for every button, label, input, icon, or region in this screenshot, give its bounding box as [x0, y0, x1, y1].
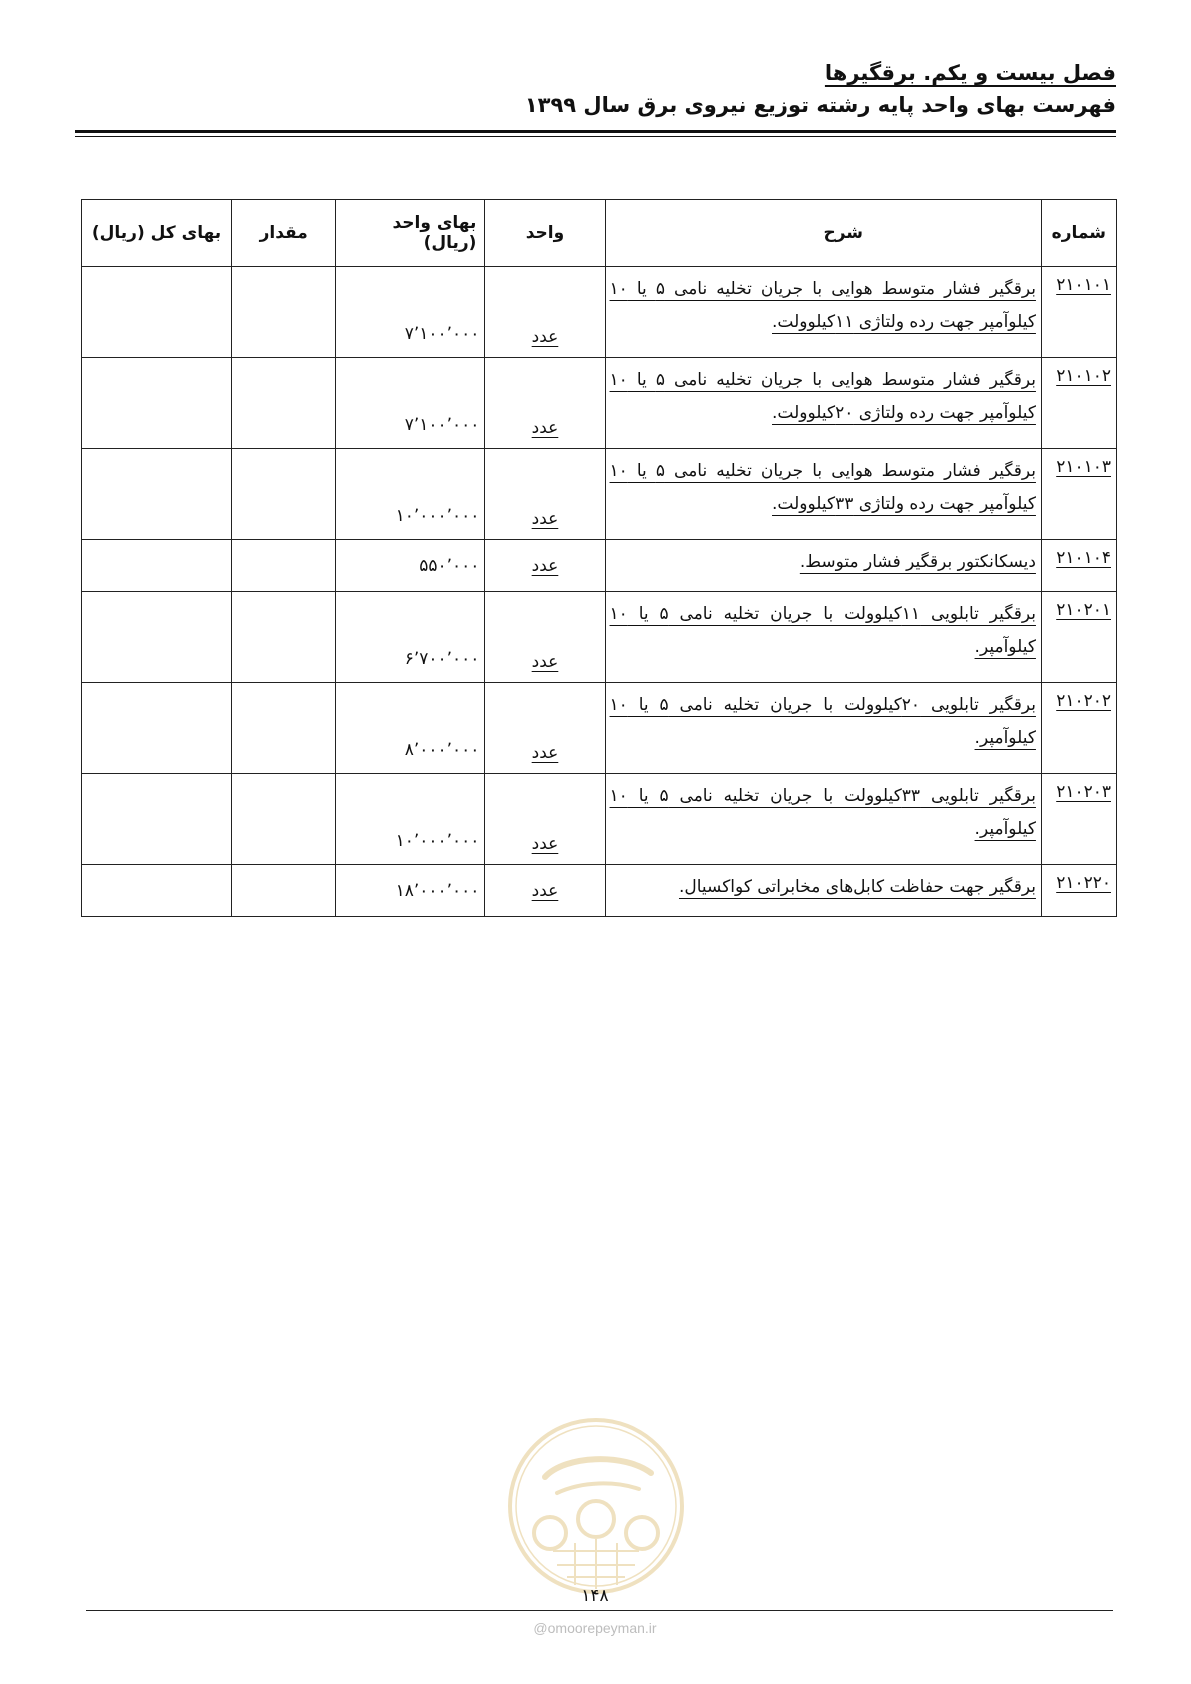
row-total-price[interactable] [82, 683, 232, 774]
row-unit-cell [485, 865, 605, 917]
row-description: برقگیر فشار متوسط هوایی با جریان تخلیه نامی ۵ یا ۱۰ کیلوآمپر جهت رده ولتاژی ۲۰کیلوولت. [609, 370, 1036, 423]
row-unit-price: ۷٬۱۰۰٬۰۰۰ [336, 358, 485, 449]
table-row [82, 774, 1117, 865]
row-total-price[interactable] [82, 865, 232, 917]
price-table [81, 199, 1117, 917]
row-description-cell [605, 592, 1041, 683]
table-header-row [82, 200, 1117, 267]
row-unit: عدد [531, 834, 559, 854]
row-description: برقگیر تابلویی ۲۰کیلوولت با جریان تخلیه نامی ۵ یا ۱۰ کیلوآمپر. [609, 695, 1036, 748]
row-number: ۲۱۰۲۲۰ [1056, 873, 1111, 893]
row-quantity[interactable] [232, 358, 336, 449]
row-number-cell [1041, 358, 1116, 449]
header-rule-thick [75, 130, 1116, 133]
row-unit: عدد [531, 555, 559, 576]
row-number-cell [1041, 774, 1116, 865]
row-number: ۲۱۰۲۰۳ [1056, 782, 1111, 802]
row-description-cell [605, 358, 1041, 449]
row-number-cell [1041, 683, 1116, 774]
row-unit-price: ۱۸٬۰۰۰٬۰۰۰ [336, 865, 485, 917]
row-unit: عدد [531, 509, 559, 529]
row-quantity[interactable] [232, 449, 336, 540]
row-unit: عدد [531, 652, 559, 672]
row-unit-cell [485, 592, 605, 683]
row-number: ۲۱۰۱۰۲ [1056, 366, 1111, 386]
row-unit-price: ۱۰٬۰۰۰٬۰۰۰ [336, 774, 485, 865]
row-unit-price: ۵۵۰٬۰۰۰ [336, 540, 485, 592]
row-quantity[interactable] [232, 683, 336, 774]
footer-rule [86, 1610, 1113, 1611]
table-row [82, 358, 1117, 449]
row-unit-cell [485, 540, 605, 592]
row-description-cell [605, 865, 1041, 917]
row-unit-cell [485, 449, 605, 540]
row-description-cell [605, 267, 1041, 358]
row-unit-cell [485, 774, 605, 865]
row-total-price[interactable] [82, 449, 232, 540]
column-header-number: شماره [1041, 200, 1116, 267]
row-description: برقگیر تابلویی ۱۱کیلوولت با جریان تخلیه نامی ۵ یا ۱۰ کیلوآمپر. [609, 604, 1036, 657]
column-header-total-price: بهای کل (ریال) [82, 200, 232, 267]
column-header-quantity: مقدار [232, 200, 336, 267]
row-number-cell [1041, 267, 1116, 358]
row-total-price[interactable] [82, 358, 232, 449]
header-rule-thin [75, 136, 1116, 137]
row-total-price[interactable] [82, 592, 232, 683]
row-unit-cell [485, 683, 605, 774]
row-description: برقگیر جهت حفاظت کابل‌های مخابراتی کواکسیال. [678, 877, 1036, 897]
row-quantity[interactable] [232, 865, 336, 917]
table-row [82, 592, 1117, 683]
row-description: برقگیر فشار متوسط هوایی با جریان تخلیه نامی ۵ یا ۱۰ کیلوآمپر جهت رده ولتاژی ۳۳کیلوولت. [609, 461, 1036, 514]
row-total-price[interactable] [82, 540, 232, 592]
row-description-cell [605, 449, 1041, 540]
row-number: ۲۱۰۱۰۴ [1056, 548, 1111, 568]
table-row [82, 683, 1117, 774]
row-number-cell [1041, 449, 1116, 540]
row-number: ۲۱۰۱۰۱ [1056, 275, 1111, 295]
row-unit: عدد [531, 880, 559, 901]
chapter-title: فصل بیست و یکم. برقگیرها [824, 61, 1116, 85]
row-quantity[interactable] [232, 774, 336, 865]
row-unit-cell [485, 267, 605, 358]
page-number: ۱۴۸ [581, 1586, 609, 1606]
row-number: ۲۱۰۲۰۱ [1056, 600, 1111, 620]
row-total-price[interactable] [82, 267, 232, 358]
row-description: برقگیر فشار متوسط هوایی با جریان تخلیه نامی ۵ یا ۱۰ کیلوآمپر جهت رده ولتاژی ۱۱کیلوولت. [609, 279, 1036, 332]
table-row [82, 267, 1117, 358]
site-caption: @omoorepeyman.ir [533, 1620, 657, 1636]
row-quantity[interactable] [232, 540, 336, 592]
row-number: ۲۱۰۲۰۲ [1056, 691, 1111, 711]
row-quantity[interactable] [232, 592, 336, 683]
column-header-unit-price: بهای واحد (ریال) [336, 200, 485, 267]
row-unit-price: ۱۰٬۰۰۰٬۰۰۰ [336, 449, 485, 540]
row-number-cell [1041, 540, 1116, 592]
column-header-description: شرح [605, 200, 1041, 267]
row-number-cell [1041, 865, 1116, 917]
price-list-title: فهرست بهای واحد پایه رشته توزیع نیروی برق سال ۱۳۹۹ [524, 93, 1116, 117]
column-header-unit: واحد [485, 200, 605, 267]
table-row [82, 865, 1117, 917]
row-unit: عدد [531, 327, 559, 347]
page-header [525, 58, 1116, 122]
row-unit-price: ۸٬۰۰۰٬۰۰۰ [336, 683, 485, 774]
row-total-price[interactable] [82, 774, 232, 865]
row-description: دیسکانکتور برقگیر فشار متوسط. [799, 552, 1036, 572]
row-unit-price: ۷٬۱۰۰٬۰۰۰ [336, 267, 485, 358]
table-row [82, 449, 1117, 540]
row-unit-price: ۶٬۷۰۰٬۰۰۰ [336, 592, 485, 683]
row-description-cell [605, 540, 1041, 592]
row-number-cell [1041, 592, 1116, 683]
watermark-logo [505, 1415, 687, 1597]
row-quantity[interactable] [232, 267, 336, 358]
row-description-cell [605, 774, 1041, 865]
row-unit: عدد [531, 418, 559, 438]
row-number: ۲۱۰۱۰۳ [1056, 457, 1111, 477]
row-unit: عدد [531, 743, 559, 763]
row-description: برقگیر تابلویی ۳۳کیلوولت با جریان تخلیه نامی ۵ یا ۱۰ کیلوآمپر. [609, 786, 1036, 839]
row-description-cell [605, 683, 1041, 774]
row-unit-cell [485, 358, 605, 449]
table-row [82, 540, 1117, 592]
